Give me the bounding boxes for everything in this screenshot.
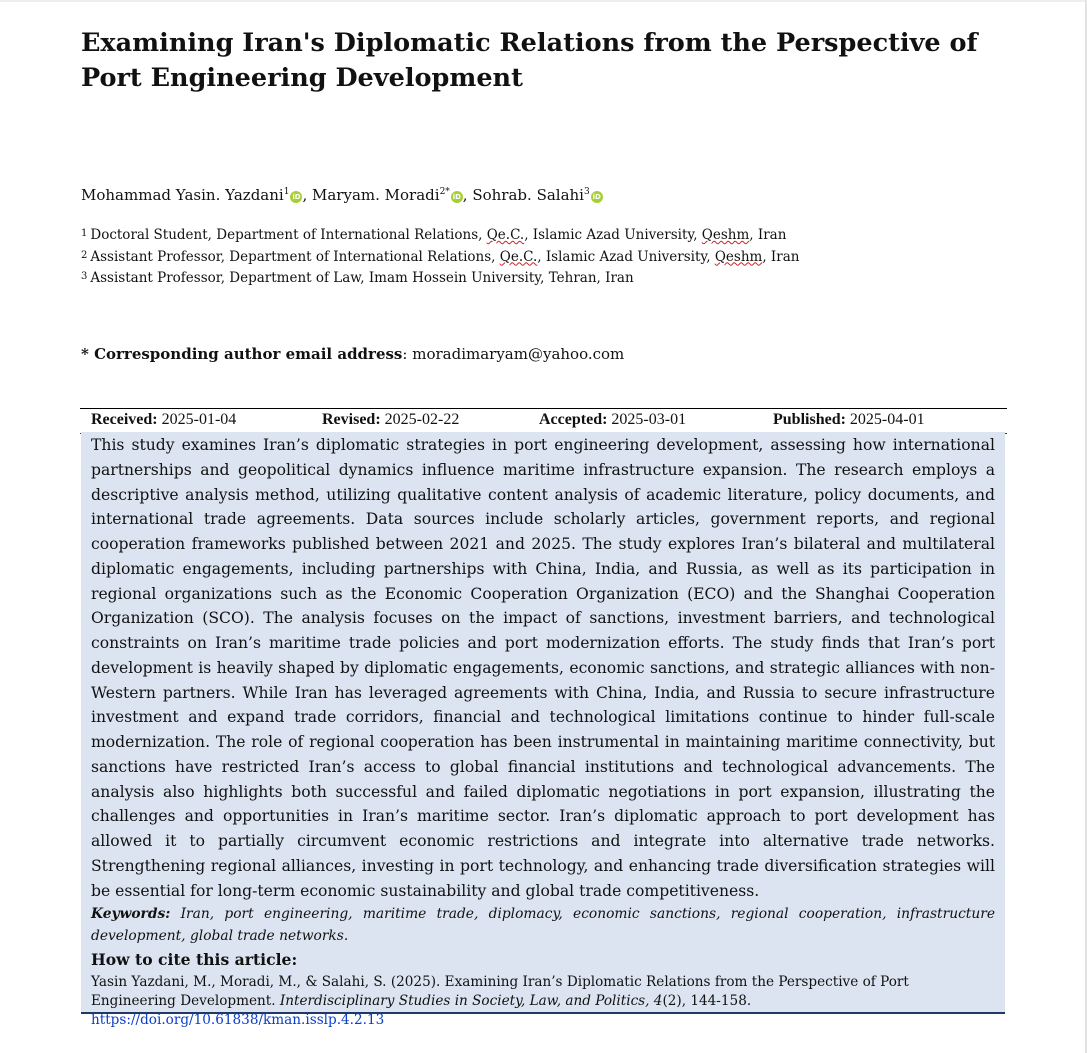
orcid-icon[interactable]: iD (592, 193, 601, 201)
spellcheck-flagged-word: Qe.C. (486, 227, 525, 243)
keywords-list: Iran, port engineering, maritime trade, diplomacy, economic sanctions, regional cooperation, infrastructure development, global trade networks. (91, 906, 995, 944)
author-name: Sohrab. Salahi (472, 186, 584, 204)
abstract-text: This study examines Iran’s diplomatic strategies in port engineering development, assessing how international partnerships and geopolitical dynamics influence maritime infrastructure expansion. The research employs a descriptive analysis method, utilizing qualitative content analysis of academic literature, policy documents, and international trade agreements. Data sources include scholarly articles, government reports, and regional cooperation frameworks published between 2021 and 2025. The study explores Iran’s bilateral and multilateral diplomatic engagements, including partnerships with China, India, and Russia, as well as its participation in regional organizations such as the Economic Cooperation Organization (ECO) and the Shanghai Cooperation Organization (SCO). The analysis focuses on the impact of sanctions, investment barriers, and technological constraints on Iran’s maritime trade policies and port modernization efforts. The study finds that Iran’s port development is heavily shaped by diplomatic engagements, economic sanctions, and strategic alliances with non-Western partners. While Iran has leveraged agreements with China, India, and Russia to secure infrastructure investment and expand trade corridors, financial and technological limitations continue to hinder full-scale modernization. The role of regional cooperation has been instrumental in maintaining maritime connectivity, but sanctions have restricted Iran’s access to global financial institutions and technological advancements. The analysis also highlights both successful and failed diplomatic negotiations in port expansion, illustrating the challenges and opportunities in Iran’s maritime sector. Iran’s diplomatic approach to port development has allowed it to partially circumvent economic restrictions and integrate into alternative trade networks. Strengthening regional alliances, investing in port technology, and enhancing trade diversification strategies will be essential for long-term economic sustainability and global trade competitiveness. (91, 436, 995, 900)
accepted-label: Accepted: (539, 411, 608, 428)
published-value: 2025-04-01 (849, 411, 925, 428)
affiliation-number: 3 (81, 271, 88, 283)
corresponding-email[interactable]: moradimaryam@yahoo.com (412, 345, 625, 363)
author-list (81, 181, 603, 206)
affiliation-text: , Iran (762, 248, 800, 265)
author-affiliation-mark: 2* (439, 187, 450, 197)
published-date (773, 409, 925, 431)
author-affiliation-mark: 3 (583, 187, 590, 197)
affiliation-text: , Islamic Azad University, (524, 227, 702, 243)
affiliation-item (81, 224, 799, 246)
affiliation-list (81, 224, 799, 289)
author-affiliation-mark: 1 (283, 187, 290, 197)
received-value: 2025-01-04 (161, 411, 237, 428)
corresponding-label: * Corresponding author email address (81, 345, 403, 363)
revised-label: Revised: (322, 411, 381, 428)
keywords-label: Keywords: (91, 906, 171, 922)
affiliation-number: 2 (81, 249, 88, 261)
orcid-icon[interactable]: iD (452, 193, 461, 201)
citation-authors-title: Yasin Yazdani, M., Moradi, M., & Salahi, S. (2025). Examining Iran’s Diplomatic Relations from the Perspective of Port Engineering Development. (91, 974, 909, 1009)
affiliation-item (81, 246, 799, 268)
affiliation-text: Assistant Professor, Department of Law, Imam Hossein University, Tehran, Iran (90, 270, 634, 287)
accepted-value: 2025-03-01 (611, 411, 687, 428)
revised-value: 2025-02-22 (384, 411, 460, 428)
doi-link[interactable]: https://doi.org/10.61838/kman.isslp.4.2.13 (91, 1012, 385, 1028)
spellcheck-flagged-word: Qeshm (714, 248, 763, 265)
received-label: Received: (91, 411, 158, 428)
citation-journal: Interdisciplinary Studies in Society, Law, and Politics, 4 (279, 993, 663, 1009)
published-label: Published: (773, 411, 846, 428)
paper-title: Examining Iran's Diplomatic Relations from the Perspective of Port Engineering Development (81, 28, 978, 93)
author-name: Mohammad Yasin. Yazdani (81, 186, 284, 204)
received-date (91, 409, 236, 431)
author-separator: , (462, 186, 473, 204)
spellcheck-flagged-word: Qeshm (701, 227, 750, 243)
author-separator: , (302, 186, 312, 204)
spellcheck-flagged-word: Qe.C. (499, 248, 538, 265)
affiliation-number: 1 (81, 228, 88, 239)
cite-heading: How to cite this article: (91, 950, 298, 969)
citation-issue-pages: (2), 144-158. (662, 993, 752, 1009)
orcid-icon[interactable]: iD (292, 193, 301, 201)
abstract-box (81, 432, 1005, 1028)
affiliation-text: Assistant Professor, Department of International Relations, (90, 248, 500, 265)
keywords (91, 903, 995, 947)
corresponding-author (81, 343, 624, 365)
affiliation-text: , Iran (749, 227, 787, 243)
page-top-edge (0, 0, 1087, 2)
affiliation-item (81, 267, 799, 289)
corresponding-colon: : (402, 345, 413, 363)
citation (91, 973, 995, 1030)
article-dates (80, 408, 1007, 434)
author-name: Maryam. Moradi (312, 186, 440, 204)
accepted-date (539, 409, 686, 431)
revised-date (322, 409, 459, 431)
affiliation-text: Doctoral Student, Department of International Relations, (90, 227, 487, 243)
affiliation-text: , Islamic Azad University, (537, 248, 715, 265)
